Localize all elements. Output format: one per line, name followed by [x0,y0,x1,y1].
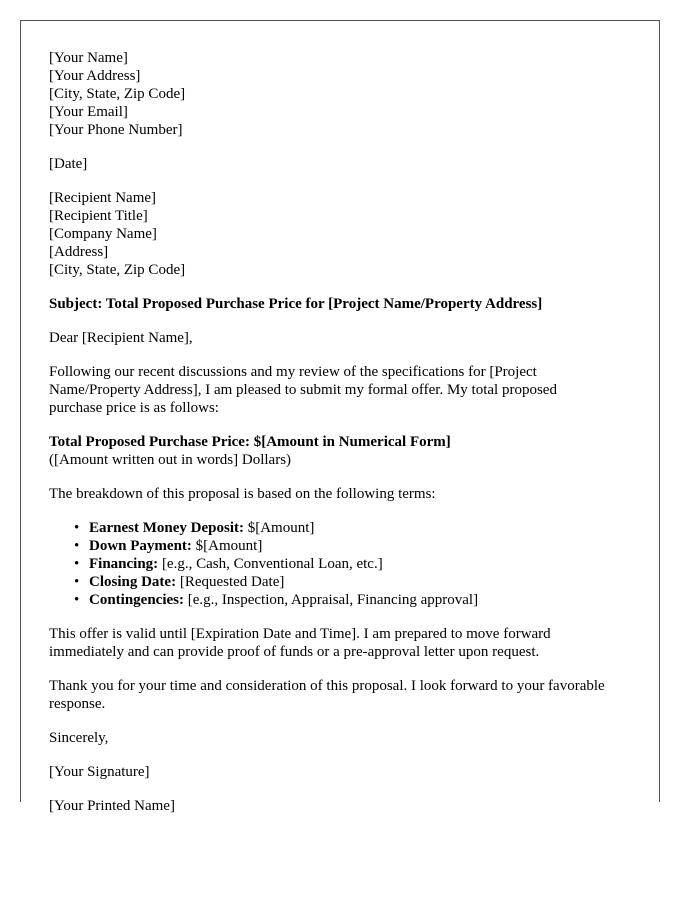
sender-address: [Your Address] [49,68,141,84]
recipient-city-state-zip: [City, State, Zip Code] [49,262,186,278]
bullet-icon: • [74,592,80,608]
recipient-company: [Company Name] [49,226,157,242]
term-label: Closing Date: [89,574,177,590]
recipient-title: [Recipient Title] [49,208,148,224]
signature: [Your Signature] [49,764,150,780]
term-label: Down Payment: [89,538,192,554]
validity-paragraph: This offer is valid until [Expiration Date and Time]. I am prepared to move forward immediately and can provide proof of funds or a pre-approval letter upon request. [49,626,551,660]
term-label: Earnest Money Deposit: [89,520,244,536]
printed-name: [Your Printed Name] [49,798,175,814]
recipient-block [49,189,609,279]
term-value: $[Amount] [191,538,263,554]
sender-phone: [Your Phone Number] [49,122,183,138]
sender-name: [Your Name] [49,50,128,66]
price-in-words: ([Amount written out in words] Dollars) [49,452,292,468]
salutation: Dear [Recipient Name], [49,330,193,346]
recipient-address: [Address] [49,244,109,260]
term-value: [Requested Date] [176,574,285,590]
intro-paragraph: Following our recent discussions and my review of the specifications for [Project Name/Property Address], I am pleased to submit my formal offer. My total proposed purchase price is as follows: [49,364,557,416]
list-item [74,519,609,537]
closing: Sincerely, [49,730,109,746]
term-value: [e.g., Cash, Conventional Loan, etc.] [158,556,383,572]
bullet-icon: • [74,538,80,554]
letter-subject: Subject: Total Proposed Purchase Price for [Project Name/Property Address] [49,296,543,312]
bullet-icon: • [74,574,80,590]
bullet-icon: • [74,556,80,572]
sender-city-state-zip: [City, State, Zip Code] [49,86,186,102]
list-item [74,591,609,609]
list-item [74,573,609,591]
sender-email: [Your Email] [49,104,128,120]
recipient-name: [Recipient Name] [49,190,157,206]
breakdown-intro: The breakdown of this proposal is based on the following terms: [49,486,436,502]
term-label: Financing: [89,556,159,572]
price-block [49,433,609,469]
term-value: [e.g., Inspection, Appraisal, Financing approval] [184,592,479,608]
list-item [74,537,609,555]
bullet-icon: • [74,520,80,536]
sender-block [49,49,609,139]
thanks-paragraph: Thank you for your time and consideration of this proposal. I look forward to your favorable response. [49,678,605,712]
list-item [74,555,609,573]
letter-page [20,20,660,814]
letter-content [49,49,609,831]
letter-date: [Date] [49,156,88,172]
term-value: $[Amount] [243,520,315,536]
total-price-label: Total Proposed Purchase Price: $[Amount in Numerical Form] [49,434,451,450]
term-label: Contingencies: [89,592,184,608]
terms-list [49,519,609,609]
